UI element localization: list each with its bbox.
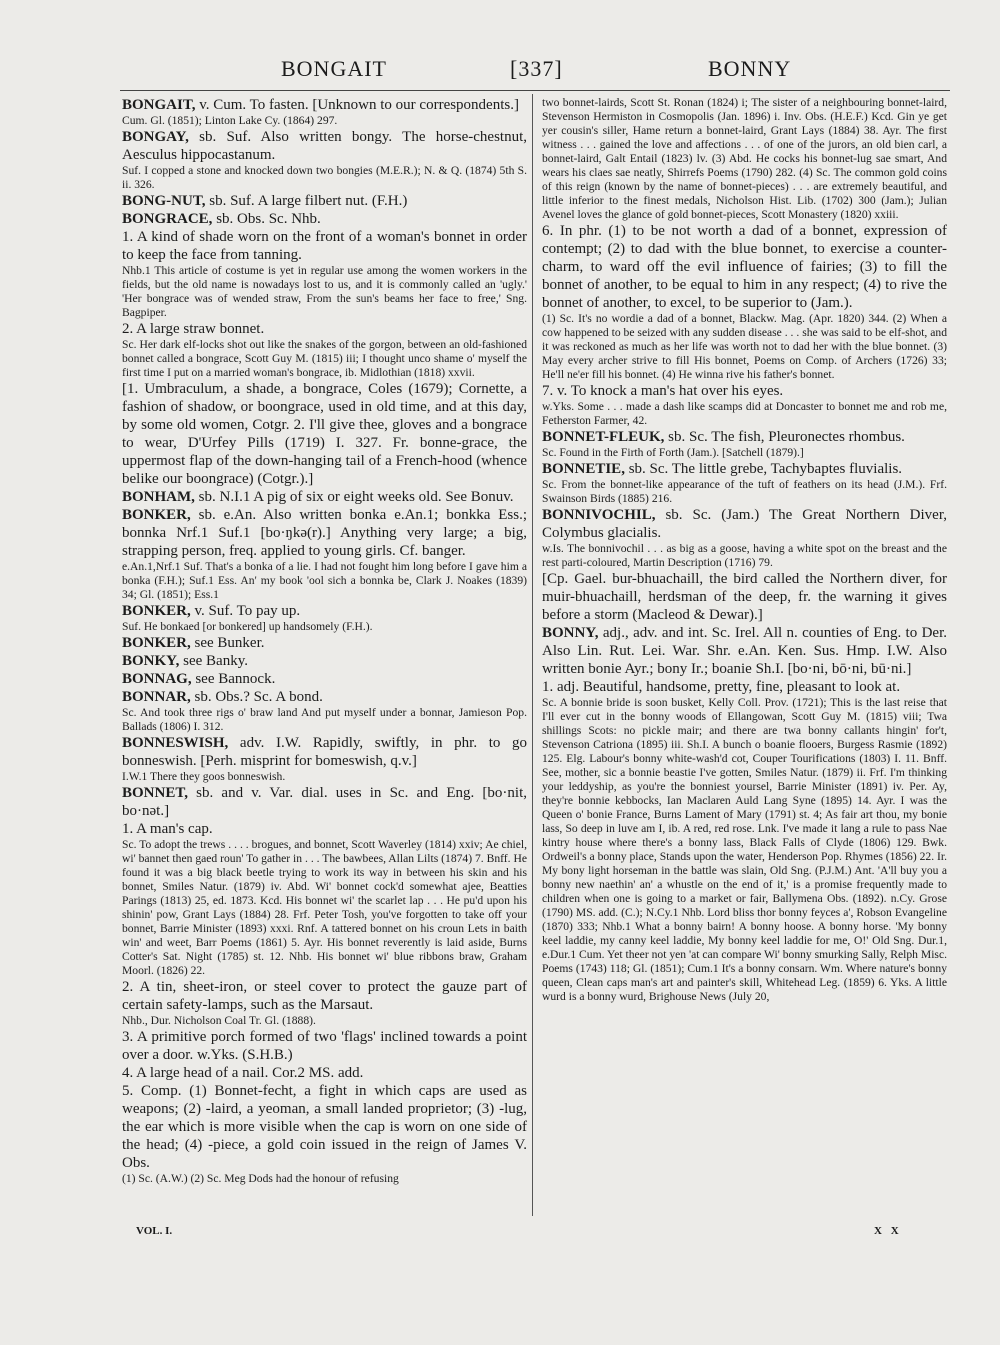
entry-text: see Bunker. xyxy=(190,635,265,651)
headword: BONNIVOCHIL, xyxy=(542,507,656,523)
entry-text: 5. Comp. (1) Bonnet-fecht, a fight in which caps are used as weapons; (2) -laird, a yeoman, a small landed proprietor; (3) -lug, the ear which is more visible when the cap is worn on one side of the head; (4) -piece, a gold coin issued in the reign of James V. Obs. xyxy=(122,1083,527,1171)
citation-paragraph xyxy=(542,312,947,382)
headword: BONGRACE, xyxy=(122,211,213,227)
entry-paragraph xyxy=(122,602,527,620)
entry-text: Sc. A bonnie bride is soon busket, Kelly Coll. Prov. (1721); This is the last reise that I'll ever cut in the bonny woods of Ellangowan, Scott Guy M. (1815) viii; Twa shillings Scots: no pickle mair; and there are twa bonny callants hingin' for't, Stevenson Catriona (1895) iii. Sh.I. A bunch o boanie flooers, Burgess Rasmie (1892) 125. Elg. Labour's bonny white-wash'd cot, Couper Tourifications (1803) I. 11. Bnff. See, mother, sic a bonnie beastie I've gotten, Smiles Natur. (1879) ii. Frf. I'm thinking your leddyship, as you're the bonniest yoursel, Barrie Minister (1891) iv. Per. Ay, they're bonnie kebbocks, Ian Maclaren Auld Lang Syne (1895) 14. Ayr. I was the Queen o' bonie France, Burns Lament of Mary (1791) st. 4; As fair art thou, my bonie lass, So deep in luve am I, ib. A red, red rose. Lnk. I've made it lang a rule to pass Nae kintry house where there's a bonny lass, Black Falls of Clyde (1806) 129. Bwk. Ordweil's a bonny place, Stands upon the water, Henderson Pop. Rhymes (1856) 22. Ir. My bony light horseman in the battle was slain, Old Sng. (P.J.M.) Ant. 'A'll buy you a bonny new naethin' an' a whustle on the end of it,' is a promise frequently made to children when one is going to a market or fair, Ballymena Obs. (1892). n.Cy. Grose (1790) MS. add. (C.); N.Cy.1 Nhb. Lord bliss thor bonny feyces a', Robson Evangeline (1870) 333; Nhb.1 What a bonny bairn! A bonny hoose. A bonny horse. 'My bonny keel laddie, my canny keel laddie, My bonny keel laddie for me, O!' Old Sng. Dur.1, e.Dur.1 Cum. Yet theer not yen 'at can compare Wi' bonny smurking Sally, Relph Misc. Poems (1743) 118; Gl. (1851); Cum.1 It's a bonny consarn. Wm. Where nature's bonny queen, Clean caps man's art and painter's skill, Whitehead Leg. (1859) 6. Yks. A little wurd is a bonny wurd, Brighouse News (July 20, xyxy=(542,696,947,1003)
left-column xyxy=(122,96,527,1236)
entry-paragraph xyxy=(122,688,527,706)
entry-text: v. Suf. To pay up. xyxy=(190,603,301,619)
headword: BONNET-FLEUK, xyxy=(542,429,665,445)
entry-text: sb. Sc. The little grebe, Tachybaptes fluvialis. xyxy=(624,461,903,477)
entry-text: e.An.1,Nrf.1 Suf. That's a bonka of a lie. I had not fought him long before I gave him a bonka (F.H.); Suf.1 Ess. An' my book 'ool sich a bonnka be, Clark J. Noakes (1839) 34; Gl. (1851); Ess.1 xyxy=(122,560,527,601)
entry-text: adj., adv. and int. Sc. Irel. All n. counties of Eng. to Der. Also Lin. Rut. Lei. War. Shr. e.An. Ken. Sus. Hmp. I.W. Also written bonie Ayr.; bony Ir.; boanie Sh.I. [bo·ni, bō·ni, bū·ni.] xyxy=(542,625,947,677)
entry-text: sb. Sc. The fish, Pleuronectes rhombus. xyxy=(664,429,905,445)
citation-paragraph xyxy=(542,542,947,570)
citation-paragraph xyxy=(122,264,527,320)
column-divider xyxy=(532,94,533,1216)
entry-paragraph xyxy=(122,1082,527,1172)
entry-text: see Bannock. xyxy=(191,671,276,687)
entry-paragraph xyxy=(122,506,527,560)
right-column xyxy=(542,96,947,1236)
entry-text: Cum. Gl. (1851); Linton Lake Cy. (1864) 297. xyxy=(122,114,338,127)
citation-paragraph xyxy=(122,770,527,784)
entry-text: 7. v. To knock a man's hat over his eyes. xyxy=(542,383,784,399)
citation-paragraph xyxy=(122,164,527,192)
entry-text: w.Yks. Some . . . made a dash like scamps did at Doncaster to bonnet me and rob me, Fetherston Farmer, 42. xyxy=(542,400,947,427)
citation-paragraph xyxy=(122,838,527,978)
citation-paragraph xyxy=(122,620,527,634)
entry-paragraph xyxy=(122,670,527,688)
headword: BONNAG, xyxy=(122,671,192,687)
headword: BONKER, xyxy=(122,635,191,651)
entry-paragraph xyxy=(122,488,527,506)
signature-mark: X X xyxy=(874,1225,902,1237)
entry-paragraph xyxy=(122,210,527,228)
headword: BONGAIT, xyxy=(122,97,196,113)
entry-paragraph xyxy=(122,228,527,264)
entry-paragraph xyxy=(542,460,947,478)
entry-text: sb. e.An. Also written bonka e.An.1; bonkka Ess.; bonnka Nrf.1 Suf.1 [bo·ŋkə(r).] Anything very large; a big, strapping person, freq. applied to young girls. Cf. banger. xyxy=(122,507,527,559)
entry-text: Nhb., Dur. Nicholson Coal Tr. Gl. (1888). xyxy=(122,1014,316,1027)
entry-text: Sc. And took three rigs o' braw land And put myself under a bonnar, Jamieson Pop. Ballads (1806) I. 312. xyxy=(122,706,527,733)
headword: BONKER, xyxy=(122,603,191,619)
headword: BONNAR, xyxy=(122,689,191,705)
entry-text: 2. A tin, sheet-iron, or steel cover to protect the gauze part of certain safety-lamps, such as the Marsaut. xyxy=(122,979,527,1013)
entry-paragraph xyxy=(122,978,527,1014)
entry-text: v. Cum. To fasten. [Unknown to our correspondents.] xyxy=(195,97,519,113)
entry-paragraph xyxy=(122,192,527,210)
entry-text: sb. Obs.? Sc. A bond. xyxy=(190,689,323,705)
citation-paragraph xyxy=(122,560,527,602)
entry-paragraph xyxy=(542,428,947,446)
entry-text: 1. A man's cap. xyxy=(122,821,213,837)
entry-text: adv. I.W. Rapidly, swiftly, in phr. to go bonneswish. [Perh. misprint for bomeswish, q.v.] xyxy=(122,735,527,769)
entry-text: Sc. To adopt the trews . . . . brogues, and bonnet, Scott Waverley (1814) xxiv; Ae chiel, wi' bannet then gaed roun' To gather in . . . The bawbees, Allan Lilts (1874) 7. Bnff. He found it was a big black beetle trying to work its way in between his skin and his bonnet, Smiles Natur. (1879) iv. Abd. Wi' bonnet cock'd somewhat ajee, Beatties Parings (1813) 25, ed. 1873. Kcd. His bonnet wi' the scarlet lap . . . He pu'd upon his shinin' pow, Grant Lays (1884) 28. Frf. Peter Tosh, you've forgotten to take off your bonnet, Barrie Minister (1893) xxxi. Rnf. A tattered bonnet on his croun Lets in baith win' and weet, Barr Poems (1861) 5. Ayr. His bonnet reverently is laid aside, Burns Cotter's Sat. Night (1785) st. 12. Nhb. His bonnet wi' blue ribbons braw, Graham Moorl. (1826) 22. xyxy=(122,838,527,977)
entry-paragraph xyxy=(122,96,527,114)
entry-paragraph xyxy=(122,380,527,488)
entry-text: sb. Suf. Also written bongy. The horse-chestnut, Aesculus hippocastanum. xyxy=(122,129,527,163)
entry-paragraph xyxy=(542,624,947,678)
headword: BONGAY, xyxy=(122,129,189,145)
running-head-left: BONGAIT xyxy=(281,56,387,81)
entry-paragraph xyxy=(122,634,527,652)
citation-paragraph xyxy=(122,1014,527,1028)
entry-text: sb. and v. Var. dial. uses in Sc. and Eng. [bo·nit, bo·nət.] xyxy=(122,785,527,819)
page-header xyxy=(0,56,1000,90)
entry-text: [Cp. Gael. bur-bhuachaill, the bird called the Northern diver, for muir-bhuachaill, herdsman of the deep, fr. the warning it gives before a storm (Macleod & Dewar).] xyxy=(542,571,947,623)
headword: BONNESWISH, xyxy=(122,735,229,751)
entry-text: Nhb.1 This article of costume is yet in regular use among the women workers in the fields, but the old name is nowadays lost to us, and it is commonly called an 'ugly.' 'Her bongrace was of wended straw, From the sun's beams her face to free,' Sng. Bagpiper. xyxy=(122,264,527,319)
entry-paragraph xyxy=(542,570,947,624)
entry-paragraph xyxy=(122,784,527,820)
citation-paragraph xyxy=(542,96,947,222)
entry-text: w.Is. The bonnivochil . . . as big as a goose, having a white spot on the breast and the rest parti-coloured, Martin Description (1716) 79. xyxy=(542,542,947,569)
entry-text: 6. In phr. (1) to be not worth a dad of a bonnet, expression of contempt; (2) to dad with the blue bonnet, to exercise a counter-charm, to ward off the evil influence of fairies; (3) to fill the bonnet of another, to be equal to him in any respect; (4) to rive the bonnet of another, to excel, to be superior to (Jam.). xyxy=(542,223,947,311)
entry-text: two bonnet-lairds, Scott St. Ronan (1824) i; The sister of a neighbouring bonnet-laird, Stevenson Hermiston in Cosmopolis (Jan. 1896) i. Inv. Obs. (H.E.F.) Kcd. Gin ye get yer cousin's siller, Hame return a bonnet-laird, Grant Lays (1884) 38. Ayr. The first witness . . . gained the love and affections . . . of one of the jurors, an old bien carl, a bonnet-laird, Galt Entail (1823) lv. (3) Abd. He cocks his bonnet-lug sae smart, And wears his claes sae neatly, Shirrefs Poems (1790) 282. (4) Sc. The common gold coins of this reign (known by the name of bonnet-pieces) . . . are extremely beautiful, and little inferior to the finest medals, Nicholson Hist. Lib. (1702) 300 (Jam.); Julian Avenel loves the glance of gold bonnet-pieces, Scott Monastery (1820) xxiii. xyxy=(542,96,947,221)
citation-paragraph xyxy=(122,114,527,128)
entry-text: I.W.1 There they goos bonneswish. xyxy=(122,770,286,783)
entry-text: (1) Sc. It's no wordie a dad of a bonnet, Blackw. Mag. (Apr. 1820) 344. (2) When a cow happened to be seized with any sudden disease . . . she was said to be elf-shot, and it was reckoned as much as her life was worth not to dad her with the blue bonnet. (3) May every archer strive to fill His bonnet, Poems on Comp. of Archers (1726) 33; He'll ne'er fill his bonnet. (4) He winna rive his father's bonnet. xyxy=(542,312,947,381)
citation-paragraph xyxy=(122,338,527,380)
citation-paragraph xyxy=(542,446,947,460)
entry-paragraph xyxy=(542,382,947,400)
entry-paragraph xyxy=(122,1064,527,1082)
entry-text: sb. Obs. Sc. Nhb. xyxy=(212,211,321,227)
entry-paragraph xyxy=(122,1028,527,1064)
entry-paragraph xyxy=(122,652,527,670)
entry-text: 3. A primitive porch formed of two 'flags' inclined towards a point over a door. w.Yks. (S.H.B.) xyxy=(122,1029,527,1063)
entry-text: [1. Umbraculum, a shade, a bongrace, Coles (1679); Cornette, a fashion of shadow, or boongrace, used in old time, and at this day, by some old women, Cotgr. 2. I'll give thee, gloves and a bongrace to wear, D'Urfey Pills (1719) I. 327. Fr. bonne-grace, the uppermost flap of the down-hanging tail of a French-hood (whence belike our boongrace) (Cotgr.).] xyxy=(122,381,527,487)
entry-text: see Banky. xyxy=(179,653,248,669)
header-rule xyxy=(120,90,950,91)
entry-text: Sc. Her dark elf-locks shot out like the snakes of the gorgon, between an old-fashioned bonnet called a bongrace, Scott Guy M. (1815) iii; I thought unco shame o' myself the first time I put on a married woman's bongrace, ib. Midlothian (1818) xxvii. xyxy=(122,338,527,379)
entry-paragraph xyxy=(542,222,947,312)
headword: BONNY, xyxy=(542,625,599,641)
entry-text: Suf. He bonkaed [or bonkered] up handsomely (F.H.). xyxy=(122,620,373,633)
citation-paragraph xyxy=(542,478,947,506)
citation-paragraph xyxy=(122,1172,527,1186)
entry-text: Suf. I copped a stone and knocked down two bongies (M.E.R.); N. & Q. (1874) 5th S. ii. 326. xyxy=(122,164,527,191)
entry-paragraph xyxy=(122,128,527,164)
headword: BONG-NUT, xyxy=(122,193,206,209)
headword: BONKY, xyxy=(122,653,180,669)
entry-text: sb. N.I.1 A pig of six or eight weeks old. See Bonuv. xyxy=(194,489,514,505)
page-number: [337] xyxy=(510,56,563,81)
citation-paragraph xyxy=(542,400,947,428)
headword: BONKER, xyxy=(122,507,191,523)
entry-text: 1. A kind of shade worn on the front of a woman's bonnet in order to keep the face from tanning. xyxy=(122,229,527,263)
entry-text: Sc. Found in the Firth of Forth (Jam.). [Satchell (1879).] xyxy=(542,446,804,459)
entry-text: (1) Sc. (A.W.) (2) Sc. Meg Dods had the honour of refusing xyxy=(122,1172,399,1185)
headword: BONNETIE, xyxy=(542,461,625,477)
entry-text: sb. Sc. (Jam.) The Great Northern Diver, Colymbus glacialis. xyxy=(542,507,947,541)
entry-text: 1. adj. Beautiful, handsome, pretty, fine, pleasant to look at. xyxy=(542,679,901,695)
headword: BONHAM, xyxy=(122,489,195,505)
entry-paragraph xyxy=(122,320,527,338)
entry-paragraph xyxy=(122,820,527,838)
citation-paragraph xyxy=(542,696,947,1004)
volume-footer: VOL. I. xyxy=(136,1225,173,1237)
entry-text: 2. A large straw bonnet. xyxy=(122,321,265,337)
entry-paragraph xyxy=(542,506,947,542)
entry-text: sb. Suf. A large filbert nut. (F.H.) xyxy=(205,193,408,209)
entry-paragraph xyxy=(122,734,527,770)
citation-paragraph xyxy=(122,706,527,734)
entry-text: 4. A large head of a nail. Cor.2 MS. add. xyxy=(122,1065,364,1081)
entry-paragraph xyxy=(542,678,947,696)
running-head-right: BONNY xyxy=(708,56,792,81)
entry-text: Sc. From the bonnet-like appearance of the tuft of feathers on its head (J.M.). Frf. Swainson Birds (1885) 216. xyxy=(542,478,947,505)
headword: BONNET, xyxy=(122,785,188,801)
